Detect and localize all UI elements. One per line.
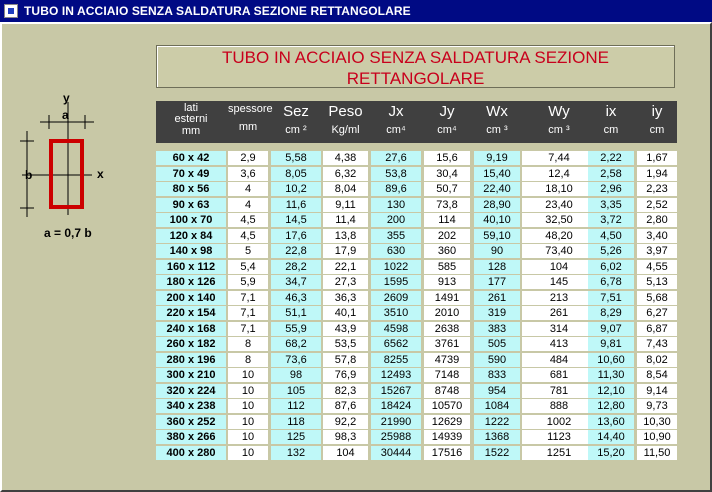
value-cell: 261 bbox=[522, 306, 596, 320]
value-cell: 10,30 bbox=[637, 415, 677, 429]
value-cell: 12,4 bbox=[522, 167, 596, 181]
value-cell: 11,30 bbox=[588, 368, 634, 382]
value-cell: 9,73 bbox=[637, 399, 677, 413]
value-cell: 5,68 bbox=[637, 291, 677, 305]
value-cell: 53,8 bbox=[371, 167, 421, 181]
title-bar[interactable] bbox=[0, 0, 712, 22]
value-cell: 59,10 bbox=[474, 229, 520, 243]
value-cell: 6,02 bbox=[588, 260, 634, 274]
value-cell: 630 bbox=[371, 244, 421, 258]
size-cell: 360 x 252 bbox=[156, 415, 226, 429]
value-cell: 10,90 bbox=[637, 430, 677, 444]
value-cell: 2,23 bbox=[637, 182, 677, 196]
value-cell: 10,60 bbox=[588, 353, 634, 367]
value-cell: 413 bbox=[522, 337, 596, 351]
value-cell: 6,78 bbox=[588, 275, 634, 289]
value-cell: 128 bbox=[474, 260, 520, 274]
value-cell: 2,58 bbox=[588, 167, 634, 181]
column-header-title: Wy bbox=[548, 103, 570, 120]
value-cell: 132 bbox=[271, 446, 321, 460]
column-header-unit: cm bbox=[649, 124, 665, 136]
value-cell: 2010 bbox=[424, 306, 470, 320]
value-cell: 12,80 bbox=[588, 399, 634, 413]
value-cell: 7,43 bbox=[637, 337, 677, 351]
x-axis-label: x bbox=[97, 167, 104, 181]
size-cell: 70 x 49 bbox=[156, 167, 226, 181]
value-cell: 8,29 bbox=[588, 306, 634, 320]
value-cell: 22,1 bbox=[323, 260, 368, 274]
value-cell: 57,8 bbox=[323, 353, 368, 367]
value-cell: 73,8 bbox=[424, 198, 470, 212]
value-cell: 1522 bbox=[474, 446, 520, 460]
value-cell: 130 bbox=[371, 198, 421, 212]
value-cell: 4,5 bbox=[228, 213, 268, 227]
value-cell: 23,40 bbox=[522, 198, 596, 212]
value-cell: 14939 bbox=[424, 430, 470, 444]
value-cell: 36,3 bbox=[323, 291, 368, 305]
heading-line-1: TUBO IN ACCIAIO SENZA SALDATURA SEZIONE bbox=[222, 48, 609, 67]
value-cell: 6,87 bbox=[637, 322, 677, 336]
value-cell: 18,10 bbox=[522, 182, 596, 196]
column-header-unit: cm ³ bbox=[548, 124, 570, 136]
value-cell: 89,6 bbox=[371, 182, 421, 196]
size-cell: 100 x 70 bbox=[156, 213, 226, 227]
value-cell: 4,5 bbox=[228, 229, 268, 243]
value-cell: 7,1 bbox=[228, 322, 268, 336]
value-cell: 4 bbox=[228, 182, 268, 196]
column-header-title: spessore bbox=[228, 103, 273, 115]
size-cell: 220 x 154 bbox=[156, 306, 226, 320]
column-header bbox=[424, 101, 470, 143]
column-header bbox=[371, 101, 421, 143]
value-cell: 9,81 bbox=[588, 337, 634, 351]
value-cell: 7148 bbox=[424, 368, 470, 382]
column-header-title: Wx bbox=[486, 103, 508, 120]
value-cell: 32,50 bbox=[522, 213, 596, 227]
value-cell: 202 bbox=[424, 229, 470, 243]
value-cell: 10 bbox=[228, 415, 268, 429]
value-cell: 51,1 bbox=[271, 306, 321, 320]
value-cell: 4,38 bbox=[323, 151, 368, 165]
value-cell: 11,6 bbox=[271, 198, 321, 212]
value-cell: 10570 bbox=[424, 399, 470, 413]
value-cell: 7,1 bbox=[228, 306, 268, 320]
height-b-label: b bbox=[25, 168, 33, 182]
column-header-title: Peso bbox=[328, 103, 363, 120]
value-cell: 3,40 bbox=[637, 229, 677, 243]
value-cell: 98 bbox=[271, 368, 321, 382]
value-cell: 360 bbox=[424, 244, 470, 258]
value-cell: 13,60 bbox=[588, 415, 634, 429]
value-cell: 9,11 bbox=[323, 198, 368, 212]
value-cell: 3,72 bbox=[588, 213, 634, 227]
value-cell: 10,2 bbox=[271, 182, 321, 196]
value-cell: 27,6 bbox=[371, 151, 421, 165]
value-cell: 87,6 bbox=[323, 399, 368, 413]
value-cell: 1084 bbox=[474, 399, 520, 413]
column-header-title: lati esterni bbox=[174, 102, 208, 125]
value-cell: 73,6 bbox=[271, 353, 321, 367]
value-cell: 50,7 bbox=[424, 182, 470, 196]
value-cell: 781 bbox=[522, 384, 596, 398]
value-cell: 10 bbox=[228, 446, 268, 460]
value-cell: 5,9 bbox=[228, 275, 268, 289]
column-header-unit: cm ² bbox=[285, 124, 307, 136]
value-cell: 92,2 bbox=[323, 415, 368, 429]
value-cell: 46,3 bbox=[271, 291, 321, 305]
column-header-title: Jx bbox=[388, 103, 404, 120]
value-cell: 114 bbox=[424, 213, 470, 227]
value-cell: 17,6 bbox=[271, 229, 321, 243]
column-header-title: Jy bbox=[439, 103, 455, 120]
value-cell: 112 bbox=[271, 399, 321, 413]
value-cell: 8748 bbox=[424, 384, 470, 398]
column-header bbox=[588, 101, 634, 143]
column-header bbox=[474, 101, 520, 143]
app-icon[interactable] bbox=[4, 4, 18, 18]
value-cell: 125 bbox=[271, 430, 321, 444]
value-cell: 1022 bbox=[371, 260, 421, 274]
column-header bbox=[323, 101, 368, 143]
value-cell: 9,19 bbox=[474, 151, 520, 165]
value-cell: 17,9 bbox=[323, 244, 368, 258]
value-cell: 25988 bbox=[371, 430, 421, 444]
column-header-unit: Kg/ml bbox=[331, 124, 360, 136]
value-cell: 10 bbox=[228, 368, 268, 382]
column-header-unit: cm ³ bbox=[486, 124, 508, 136]
value-cell: 90 bbox=[474, 244, 520, 258]
value-cell: 48,20 bbox=[522, 229, 596, 243]
value-cell: 1251 bbox=[522, 446, 596, 460]
value-cell: 40,1 bbox=[323, 306, 368, 320]
value-cell: 314 bbox=[522, 322, 596, 336]
value-cell: 10 bbox=[228, 430, 268, 444]
value-cell: 3,35 bbox=[588, 198, 634, 212]
value-cell: 200 bbox=[371, 213, 421, 227]
value-cell: 319 bbox=[474, 306, 520, 320]
value-cell: 15267 bbox=[371, 384, 421, 398]
value-cell: 7,51 bbox=[588, 291, 634, 305]
value-cell: 888 bbox=[522, 399, 596, 413]
value-cell: 28,90 bbox=[474, 198, 520, 212]
value-cell: 15,40 bbox=[474, 167, 520, 181]
value-cell: 11,50 bbox=[637, 446, 677, 460]
value-cell: 8255 bbox=[371, 353, 421, 367]
column-header bbox=[522, 101, 596, 143]
value-cell: 7,44 bbox=[522, 151, 596, 165]
value-cell: 5,13 bbox=[637, 275, 677, 289]
value-cell: 383 bbox=[474, 322, 520, 336]
value-cell: 22,40 bbox=[474, 182, 520, 196]
value-cell: 11,4 bbox=[323, 213, 368, 227]
value-cell: 5 bbox=[228, 244, 268, 258]
size-cell: 320 x 224 bbox=[156, 384, 226, 398]
value-cell: 43,9 bbox=[323, 322, 368, 336]
value-cell: 2,52 bbox=[637, 198, 677, 212]
column-header-unit: cm⁴ bbox=[437, 124, 457, 136]
value-cell: 1123 bbox=[522, 430, 596, 444]
value-cell: 177 bbox=[474, 275, 520, 289]
value-cell: 14,40 bbox=[588, 430, 634, 444]
value-cell: 3,97 bbox=[637, 244, 677, 258]
value-cell: 73,40 bbox=[522, 244, 596, 258]
value-cell: 913 bbox=[424, 275, 470, 289]
value-cell: 6,27 bbox=[637, 306, 677, 320]
value-cell: 12493 bbox=[371, 368, 421, 382]
value-cell: 1,67 bbox=[637, 151, 677, 165]
size-cell: 340 x 238 bbox=[156, 399, 226, 413]
value-cell: 9,14 bbox=[637, 384, 677, 398]
value-cell: 53,5 bbox=[323, 337, 368, 351]
value-cell: 12629 bbox=[424, 415, 470, 429]
value-cell: 104 bbox=[323, 446, 368, 460]
value-cell: 17516 bbox=[424, 446, 470, 460]
value-cell: 1595 bbox=[371, 275, 421, 289]
value-cell: 8,02 bbox=[637, 353, 677, 367]
value-cell: 30444 bbox=[371, 446, 421, 460]
value-cell: 505 bbox=[474, 337, 520, 351]
value-cell: 1491 bbox=[424, 291, 470, 305]
column-header bbox=[228, 101, 273, 143]
value-cell: 68,2 bbox=[271, 337, 321, 351]
value-cell: 6562 bbox=[371, 337, 421, 351]
value-cell: 10 bbox=[228, 384, 268, 398]
width-a-label: a bbox=[62, 108, 69, 122]
value-cell: 1222 bbox=[474, 415, 520, 429]
size-cell: 180 x 126 bbox=[156, 275, 226, 289]
column-header-unit: mm bbox=[238, 121, 258, 133]
value-cell: 2,80 bbox=[637, 213, 677, 227]
value-cell: 8 bbox=[228, 353, 268, 367]
value-cell: 22,8 bbox=[271, 244, 321, 258]
column-header bbox=[156, 101, 226, 143]
value-cell: 1002 bbox=[522, 415, 596, 429]
value-cell: 27,3 bbox=[323, 275, 368, 289]
size-cell: 140 x 98 bbox=[156, 244, 226, 258]
value-cell: 18424 bbox=[371, 399, 421, 413]
size-cell: 80 x 56 bbox=[156, 182, 226, 196]
ratio-label: a = 0,7 b bbox=[44, 226, 92, 240]
size-cell: 400 x 280 bbox=[156, 446, 226, 460]
size-cell: 280 x 196 bbox=[156, 353, 226, 367]
value-cell: 833 bbox=[474, 368, 520, 382]
value-cell: 4,55 bbox=[637, 260, 677, 274]
value-cell: 40,10 bbox=[474, 213, 520, 227]
value-cell: 3761 bbox=[424, 337, 470, 351]
value-cell: 3510 bbox=[371, 306, 421, 320]
value-cell: 15,6 bbox=[424, 151, 470, 165]
column-header-title: Sez bbox=[283, 103, 309, 120]
value-cell: 5,58 bbox=[271, 151, 321, 165]
size-cell: 300 x 210 bbox=[156, 368, 226, 382]
value-cell: 585 bbox=[424, 260, 470, 274]
value-cell: 7,1 bbox=[228, 291, 268, 305]
column-header-unit: cm bbox=[603, 124, 619, 136]
column-header-title: iy bbox=[651, 103, 663, 120]
value-cell: 1368 bbox=[474, 430, 520, 444]
size-cell: 260 x 182 bbox=[156, 337, 226, 351]
size-cell: 380 x 266 bbox=[156, 430, 226, 444]
column-header-title: ix bbox=[605, 103, 617, 120]
value-cell: 76,9 bbox=[323, 368, 368, 382]
size-cell: 60 x 42 bbox=[156, 151, 226, 165]
value-cell: 590 bbox=[474, 353, 520, 367]
value-cell: 21990 bbox=[371, 415, 421, 429]
value-cell: 55,9 bbox=[271, 322, 321, 336]
value-cell: 3,6 bbox=[228, 167, 268, 181]
value-cell: 5,4 bbox=[228, 260, 268, 274]
value-cell: 8,04 bbox=[323, 182, 368, 196]
size-cell: 200 x 140 bbox=[156, 291, 226, 305]
value-cell: 4739 bbox=[424, 353, 470, 367]
value-cell: 2,22 bbox=[588, 151, 634, 165]
heading-line-2: RETTANGOLARE bbox=[346, 69, 485, 88]
size-cell: 90 x 63 bbox=[156, 198, 226, 212]
value-cell: 9,07 bbox=[588, 322, 634, 336]
value-cell: 2609 bbox=[371, 291, 421, 305]
section-diagram-svg bbox=[0, 85, 140, 245]
value-cell: 8 bbox=[228, 337, 268, 351]
value-cell: 34,7 bbox=[271, 275, 321, 289]
value-cell: 118 bbox=[271, 415, 321, 429]
page-heading bbox=[156, 45, 675, 88]
value-cell: 261 bbox=[474, 291, 520, 305]
value-cell: 104 bbox=[522, 260, 596, 274]
column-header-unit: cm⁴ bbox=[386, 124, 406, 136]
value-cell: 681 bbox=[522, 368, 596, 382]
value-cell: 484 bbox=[522, 353, 596, 367]
value-cell: 2638 bbox=[424, 322, 470, 336]
value-cell: 4 bbox=[228, 198, 268, 212]
value-cell: 2,9 bbox=[228, 151, 268, 165]
value-cell: 145 bbox=[522, 275, 596, 289]
column-header bbox=[271, 101, 321, 143]
value-cell: 12,10 bbox=[588, 384, 634, 398]
column-header bbox=[637, 101, 677, 143]
size-cell: 120 x 84 bbox=[156, 229, 226, 243]
size-cell: 160 x 112 bbox=[156, 260, 226, 274]
value-cell: 4598 bbox=[371, 322, 421, 336]
value-cell: 2,96 bbox=[588, 182, 634, 196]
value-cell: 5,26 bbox=[588, 244, 634, 258]
value-cell: 213 bbox=[522, 291, 596, 305]
value-cell: 82,3 bbox=[323, 384, 368, 398]
size-cell: 240 x 168 bbox=[156, 322, 226, 336]
y-axis-label: y bbox=[63, 91, 70, 105]
value-cell: 13,8 bbox=[323, 229, 368, 243]
value-cell: 28,2 bbox=[271, 260, 321, 274]
window-title: TUBO IN ACCIAIO SENZA SALDATURA SEZIONE RETTANGOLARE bbox=[24, 4, 411, 18]
column-header-unit: mm bbox=[181, 125, 201, 137]
value-cell: 10 bbox=[228, 399, 268, 413]
value-cell: 8,05 bbox=[271, 167, 321, 181]
value-cell: 4,50 bbox=[588, 229, 634, 243]
value-cell: 954 bbox=[474, 384, 520, 398]
value-cell: 15,20 bbox=[588, 446, 634, 460]
value-cell: 8,54 bbox=[637, 368, 677, 382]
value-cell: 30,4 bbox=[424, 167, 470, 181]
value-cell: 355 bbox=[371, 229, 421, 243]
value-cell: 6,32 bbox=[323, 167, 368, 181]
value-cell: 14,5 bbox=[271, 213, 321, 227]
value-cell: 105 bbox=[271, 384, 321, 398]
value-cell: 1,94 bbox=[637, 167, 677, 181]
value-cell: 98,3 bbox=[323, 430, 368, 444]
